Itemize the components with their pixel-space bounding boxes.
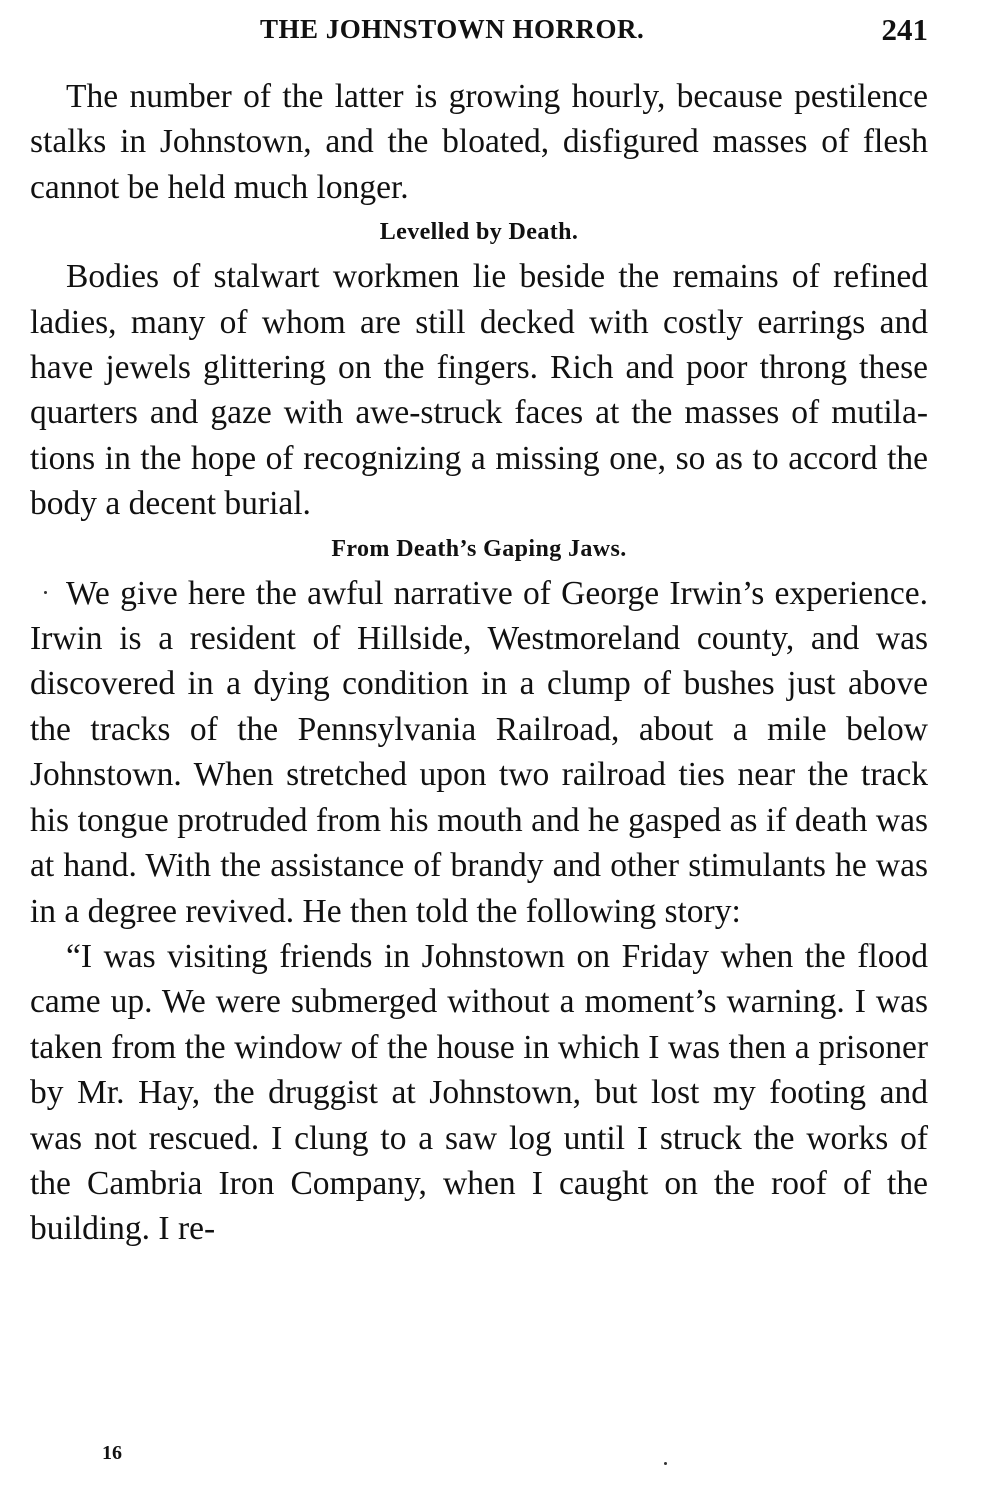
ink-speck xyxy=(664,1462,667,1465)
running-head xyxy=(30,14,928,50)
page-number: 241 xyxy=(881,12,928,47)
section-heading-levelled-by-death: Levelled by Death. xyxy=(379,219,579,246)
paragraph-irwin-narrative: We give here the awful narrative of George Irwin’s experience. Irwin is a resident of Hillside, Westmoreland county, and was discovered in a dying condition in a clump of bushes just above the tracks of the Pennsylvania Railroad, about a mile below Johnstown. When stretched upon two railroad ties near the track his tongue protruded from his mouth and he gasped as if death was at hand. With the assistance of brandy and other stimulants he was in a degree revived. He then told the following story: xyxy=(30,574,928,930)
paragraph-bodies: Bodies of stalwart workmen lie beside the remains of refined ladies, many of whom are still decked with costly earrings and have jewels glittering on the fingers. Rich and poor throng these quarters and gaze with awe-struck faces at the masses of mutilations in the hope of recognizing a missing one, so as to accord the body a decent burial. xyxy=(30,258,928,523)
paragraph-irwin-quote: “I was visiting friends in Johnstown on Friday when the flood came up. We were submerged without a moment’s warning. I was taken from the window of the house in which I was then a prisoner by Mr. Hay, the druggist at Johnstown, but lost my footing and was not rescued. I clung to a saw log until I struck the works of the Cambria Iron Company, when I caught on the roof of the building. I re- xyxy=(30,937,928,1248)
signature-mark: 16 xyxy=(102,1442,122,1464)
section-heading-deaths-gaping-jaws: From Death’s Gaping Jaws. xyxy=(331,535,627,562)
running-title: THE JOHNSTOWN HORROR. xyxy=(260,14,645,44)
body-text xyxy=(30,74,928,1252)
ink-speck xyxy=(44,591,47,594)
paragraph-pestilence: The number of the latter is growing hourly, because pestilence stalks in Johnstown, and the bloated, disfigured masses of flesh cannot be held much longer. xyxy=(30,78,928,206)
